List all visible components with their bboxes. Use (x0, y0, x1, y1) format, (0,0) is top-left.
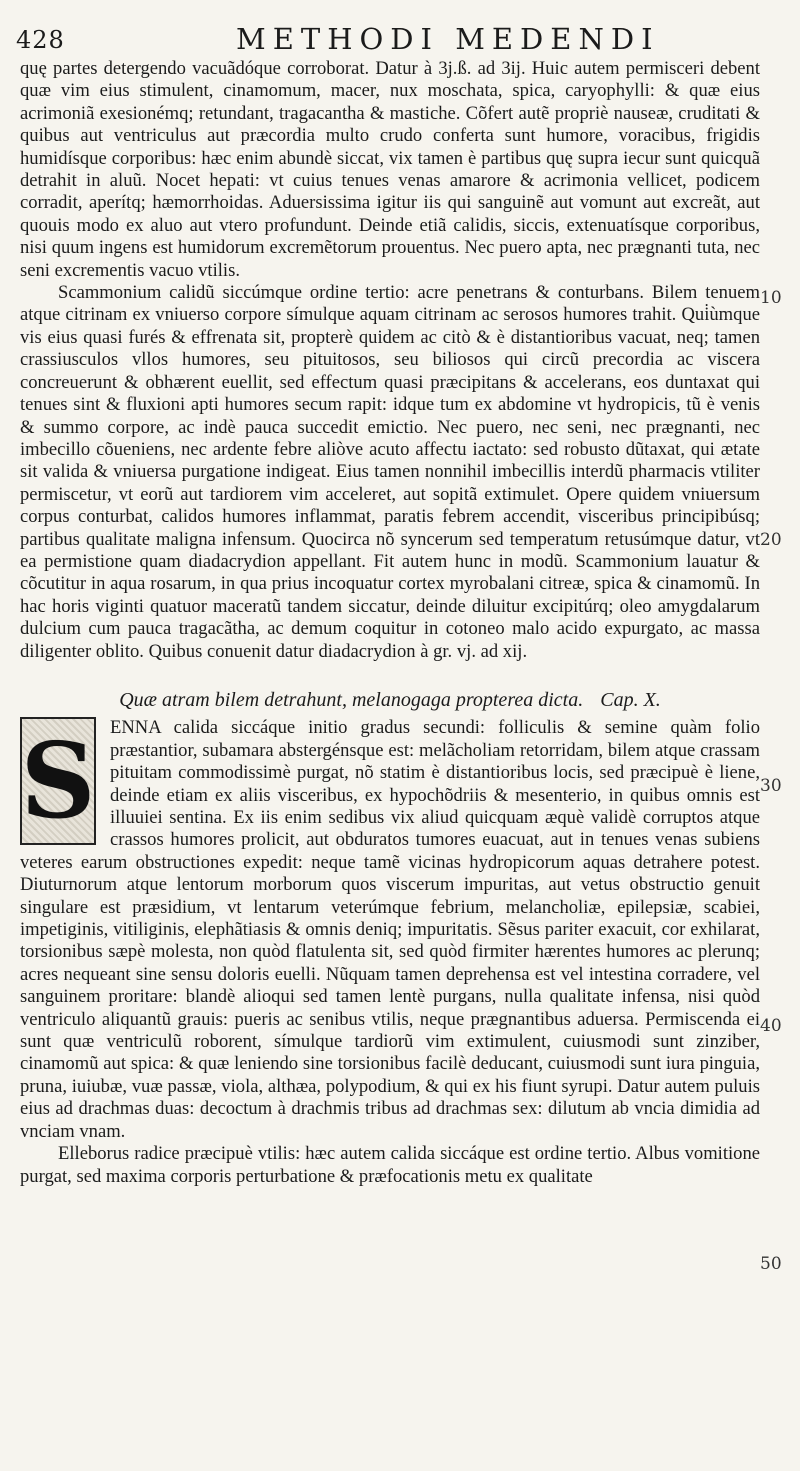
page-number: 428 (16, 26, 65, 54)
paragraph-purgative-intro: quę partes detergendo vacuãdóque corroborat. Datur à 3j.ß. ad 3ij. Huic autem permisceri debent quæ vim eius stimulent, cinamomum, macer, nux moschata, spica, caryophylli: & quæ eius acrimoniã exesionémq; retundant, tragacantha & mastiche. Cõfert autẽ propriè nauseæ, cruditati & quibus aut ventriculus aut præcordia multo crudo conferta sunt humore, voracibus, frigidis humidísque corporibus: hæc enim abundè siccat, vix tamen è partibus quę supra iecur sunt quicquã detrahit in aluũ. Nocet hepati: vt cuius tenues venas amarore & acrimonia vellicet, podicem corradit, aperítq; hæmorrhoidas. Aduersissima igitur iis qui sanguinẽ aut vomunt aut excreãt, aut quouis modo ex aluo aut vtero profundunt. Deinde etiã calidis, siccis, extenuatísque corporibus, nisi quum ingens est humidorum excremẽtorum prouentus. Nec puero apta, nec prægnanti tuta, nec seni excrementis vacuo vtilis. (20, 58, 760, 281)
line-number-50: 50 (760, 1254, 782, 1274)
running-head: METHODI MEDENDI (236, 22, 660, 56)
paragraph-senna: ENNA calida siccáque initio gradus secundi: folliculis & semine quàm folio præstantior, subamara abstergénsque est: melãcholiam retorridam, bilem atque crassam pituitam commodissimè purgat, nõ statim è distantioribus locis, sed præcipuè è liene, deinde etiam ex aliis visceribus, ex hypochõdriis & mesenterio, in quibus omnis est illuuiei sentina. Ex iis enim sedibus vix aliud quicquam æquè validè corruptos atque crassos humores prolicit, aut obduratos tumores euacuat, aut in tenues venas subiens veteres earum obstructiones expedit: neque tamẽ vicinas hydropicorum aquas detrahere potest. Diuturnorum atque lentorum morborum quos viscerum impuritas, aut vetus obstructio genuit singulare est præsidium, vt lentarum veterúmque febrium, melancholiæ, epilepsiæ, scabiei, impetiginis, vitiliginis, elephãtiasis & omnis deniq; impuritatis. Sẽsus pariter exacuit, cor exhilarat, torsionibus sæpè molesta, non quòd flatulenta sit, sed quòd firmiter hærentes humores ac plerunq; acres nequeant sine sensu doloris euelli. Nũquam tamen deprehensa est vel intestina corradere, vel sanguinem proritare: blandè alioqui sed tamen lentè purgans, nulla qualitate infensa, nisi quòd ventriculo aliquantũ grauis: pueris ac senibus vtilis, neque prægnantibus aduersa. Permiscenda ei sunt quæ ventriculũ roborent, símulque tardiorũ vim extimulent, cuiusmodi sunt zinziber, cinamomũ aut spica: & quæ leniendo sine torsionibus facilè deducant, cuiusmodi sunt iura pinguia, pruna, iuiubæ, vuæ passæ, viola, althæa, polypodium, & qui ex his fiunt syrupi. Datur autem puluis eius ad drachmas duas: decoctum à drachmis tribus ad drachmas sex: dilutum ab vncia dimidia ad vnciam vnam. (20, 717, 760, 1142)
decorated-initial-icon (20, 717, 96, 845)
paragraph-scammonium: Scammonium calidũ siccúmque ordine tertio: acre penetrans & conturbans. Bilem tenuem atque citrinam ex vniuerso corpore símulque aquam citrinam ac serosos humores trahit. Qui̇ùmque vis eius quasi furés & effrenata sit, propterè quidem ac citò & è distantioribus vacuat, neq; tamen crassiusculos vllos humores, seu pituitosos, seu biliosos qui circũ precordia ac viscera concreuerunt & obhærent euellit, sed effectum quasi præcipitans & accelerans, eos duntaxat qui tenues sint & fluxioni apti humores secum rapit: idque tum ex abdomine vt hydropicis, tũ è venis & summo corpore, ac indè pauca succedit emictio. Nec puero, nec seni, nec prægnanti, nec imbecillo cõueniens, nec ardente febre aliòve acuto affectu iactato: sed robusto dũtaxat, qui ætate sit valida & vniuersa purgatione indigeat. Eius tamen nonnihil imbecillis interdũ pharmacis vtiliter permiscetur, vt eorũ aut tardiorem vim acceleret, aut sopitã extimulet. Opere quidem vniuersum corpus conturbat, calidos humores inflammat, paratis febrem accendit, visceribus principibúsq; partibus qualitate maligna infensum. Quocirca nõ syncerum sed temperatum retusúmque datur, vt ea permistione quam diadacrydion appellant. Fit autem hunc in modũ. Scammonium lauatur & cõcutitur in aqua rosarum, in qua prius incoquatur cortex myrobalani citreæ, spica & cinamomũ. In hac horis viginti quatuor maceratũ tandem siccatur, deinde diluitur excipitúrq; oleo amygdalarum dulcium cum pauca tragacãtha, ac demum coquitur in cotoneo malo acido expurgato, ac massa diligenter oblito. Quibus conuenit datur diadacrydion à gr. vj. ad xij. (20, 282, 760, 662)
margin-line-numbers (760, 0, 800, 1471)
main-text-block (20, 58, 760, 1188)
drop-cap-letter: S (20, 719, 96, 843)
line-number-30: 30 (760, 776, 782, 796)
page-header (0, 14, 800, 58)
paragraph-elleborus: Elleborus radice præcipuè vtilis: hæc autem calida siccáque est ordine tertio. Albus vomitione purgat, sed maxima corporis perturbatione & præfocationis metu ex qualitate (20, 1143, 760, 1187)
chapter-title: Quæ atram bilem detrahunt, melanogaga propterea dicta. (119, 688, 584, 711)
chapter-heading (20, 689, 760, 711)
line-number-20: 20 (760, 530, 782, 550)
chapter-number: Cap. X. (600, 688, 661, 711)
line-number-10: 10 (760, 288, 782, 308)
line-number-40: 40 (760, 1016, 782, 1036)
